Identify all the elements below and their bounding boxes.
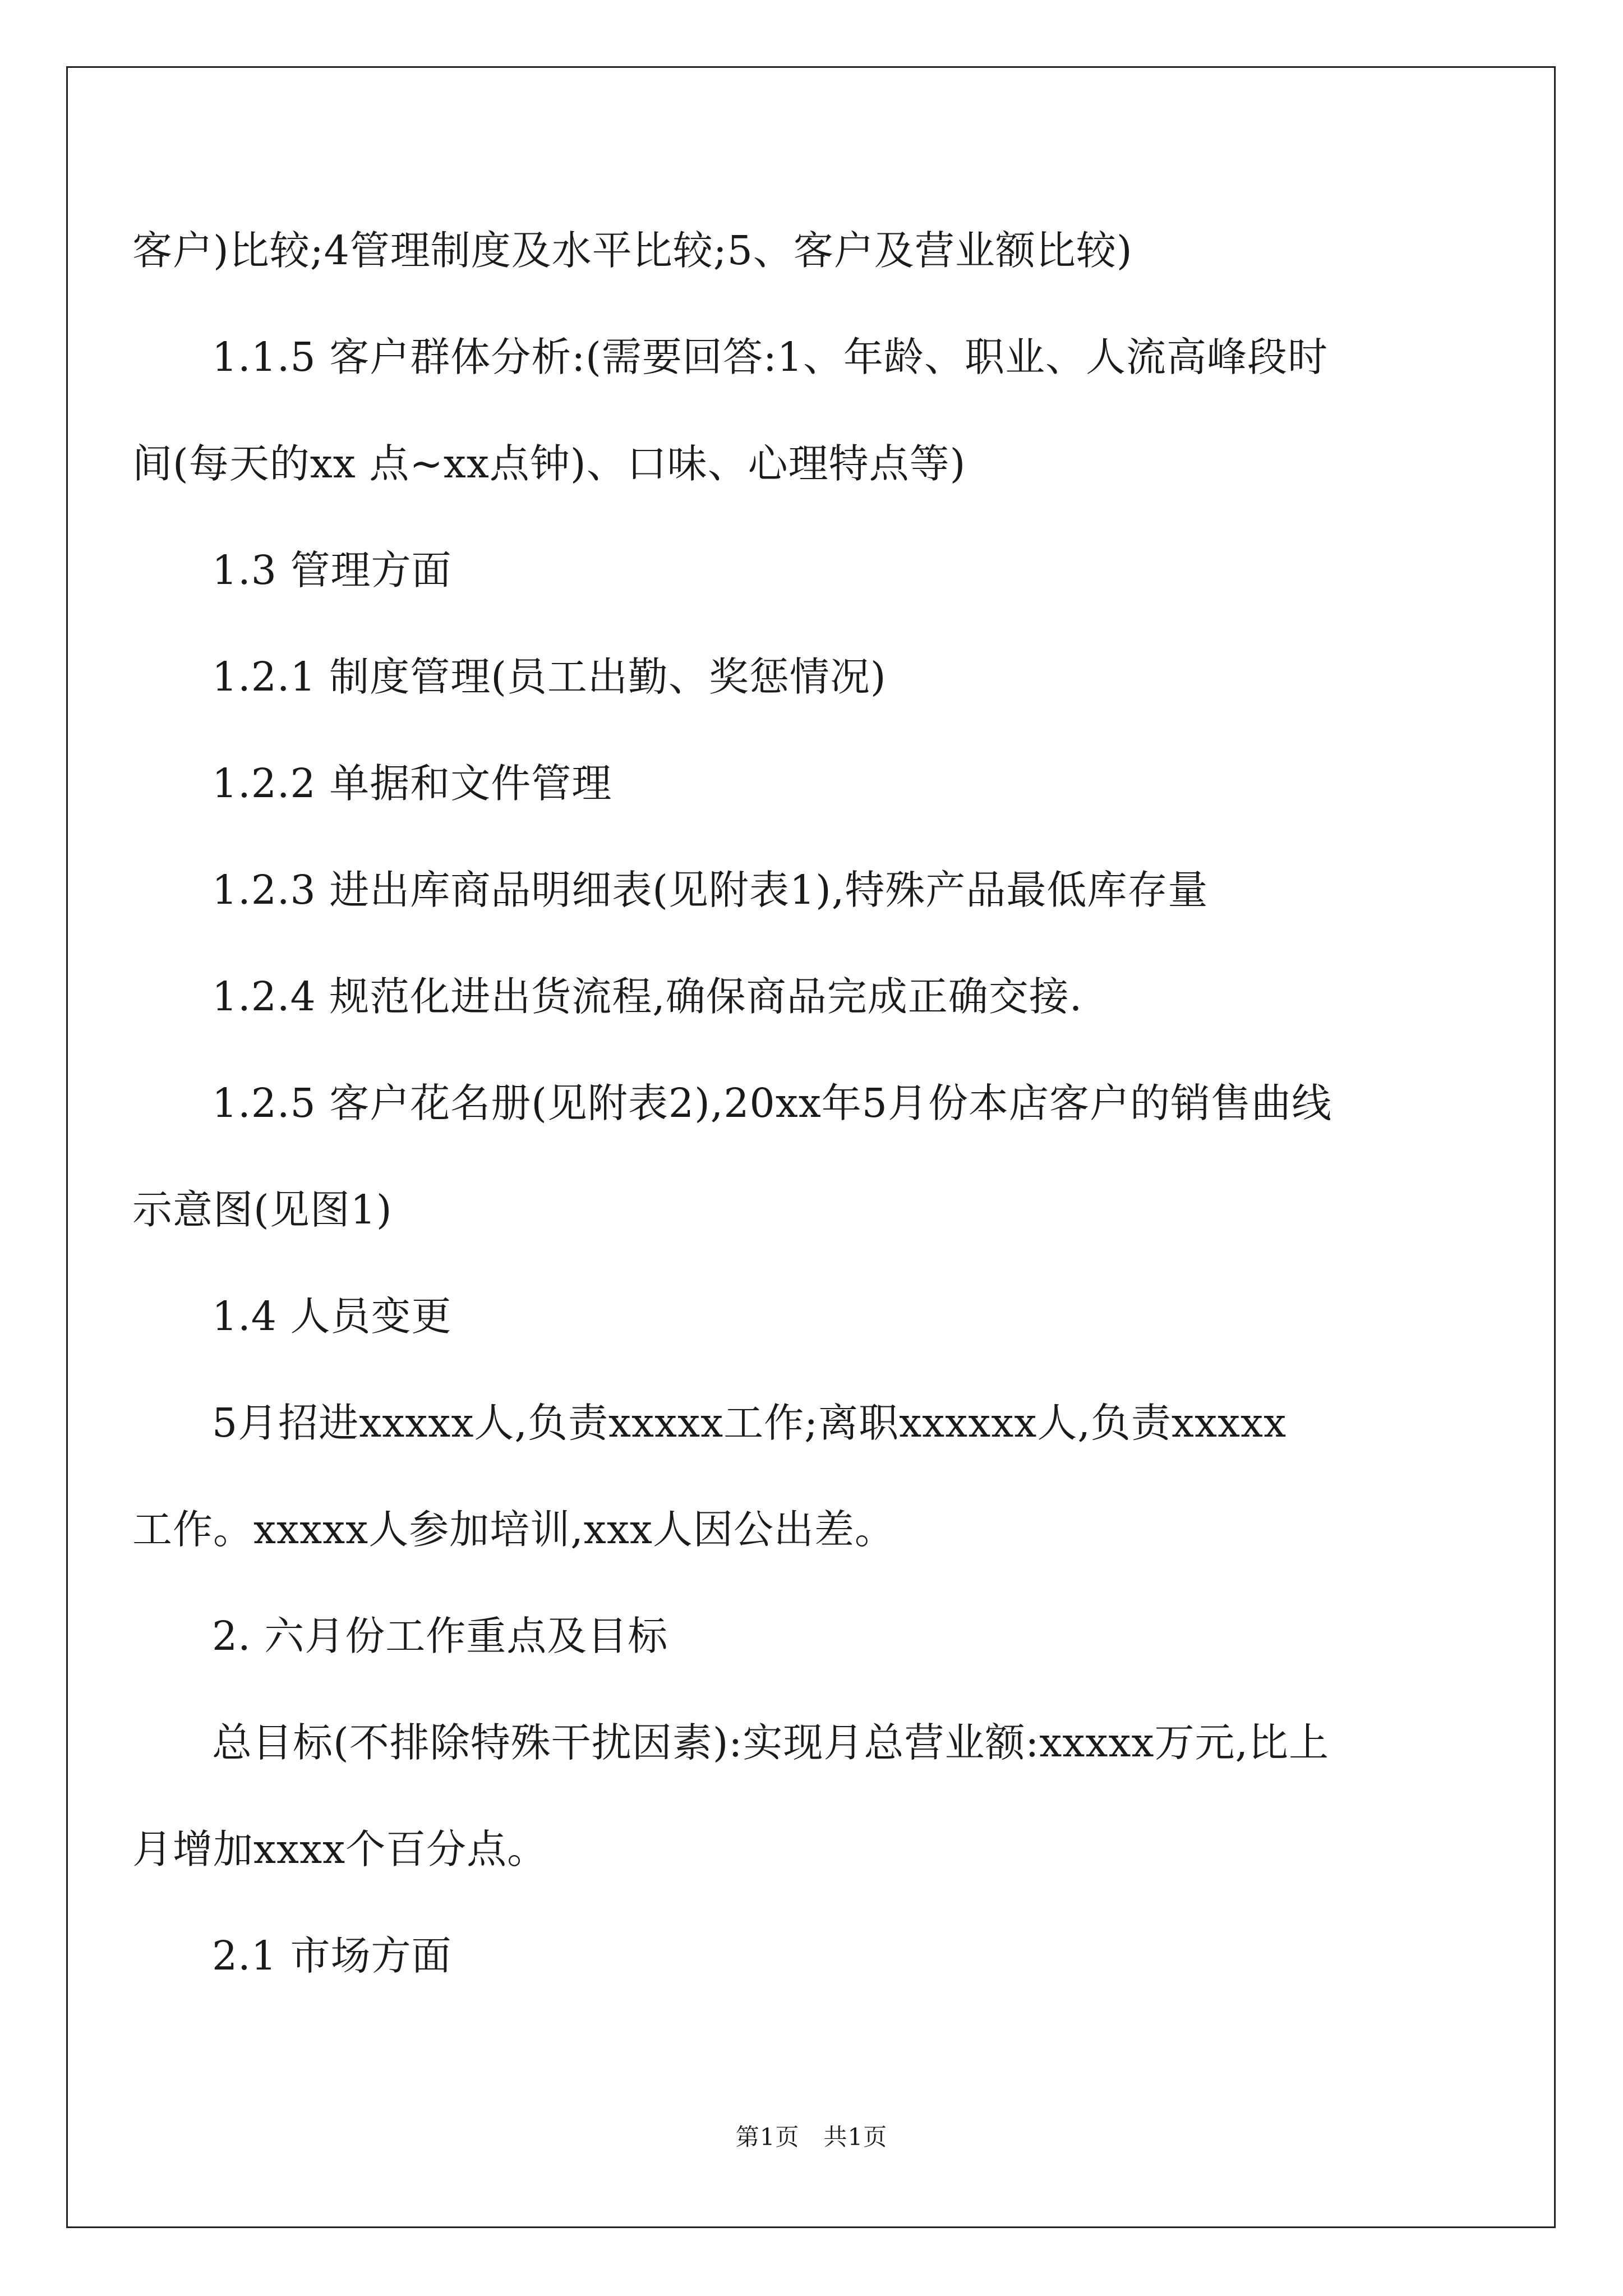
text-line: 工作。xxxxx人参加培训,xxx人因公出差。 (132, 1506, 895, 1553)
text-line: 1.2.3 进出库商品明细表(见附表1),特殊产品最低库存量 (212, 867, 1209, 913)
text-line: 1.2.1 制度管理(员工出勤、奖惩情况) (212, 654, 887, 700)
section-heading: 2.1 市场方面 (212, 1932, 452, 1979)
section-heading: 1.4 人员变更 (212, 1293, 452, 1340)
text-line: 1.2.4 规范化进出货流程,确保商品完成正确交接. (212, 973, 1083, 1020)
text-line: 1.2.5 客户花名册(见附表2),20xx年5月份本店客户的销售曲线 (212, 1080, 1332, 1126)
page-border (66, 66, 1556, 2228)
text-line: 间(每天的xx 点~xx点钟)、口味、心理特点等) (132, 440, 966, 487)
text-line: 1.2.2 单据和文件管理 (212, 760, 612, 807)
section-heading: 1.3 管理方面 (212, 547, 452, 593)
page-number-footer: 第1页 共1页 (735, 2123, 888, 2151)
text-line: 5月招进xxxxx人,负责xxxxx工作;离职xxxxxx人,负责xxxxx (212, 1400, 1287, 1446)
text-line: 总目标(不排除特殊干扰因素):实现月总营业额:xxxxx万元,比上 (212, 1719, 1330, 1766)
text-line: 示意图(见图1) (132, 1186, 393, 1233)
section-heading: 2. 六月份工作重点及目标 (212, 1613, 668, 1659)
text-line: 1.1.5 客户群体分析:(需要回答:1、年龄、职业、人流高峰段时 (212, 334, 1328, 380)
text-line: 月增加xxxx个百分点。 (132, 1826, 548, 1872)
text-line: 客户)比较;4管理制度及水平比较;5、客户及营业额比较) (132, 227, 1133, 274)
